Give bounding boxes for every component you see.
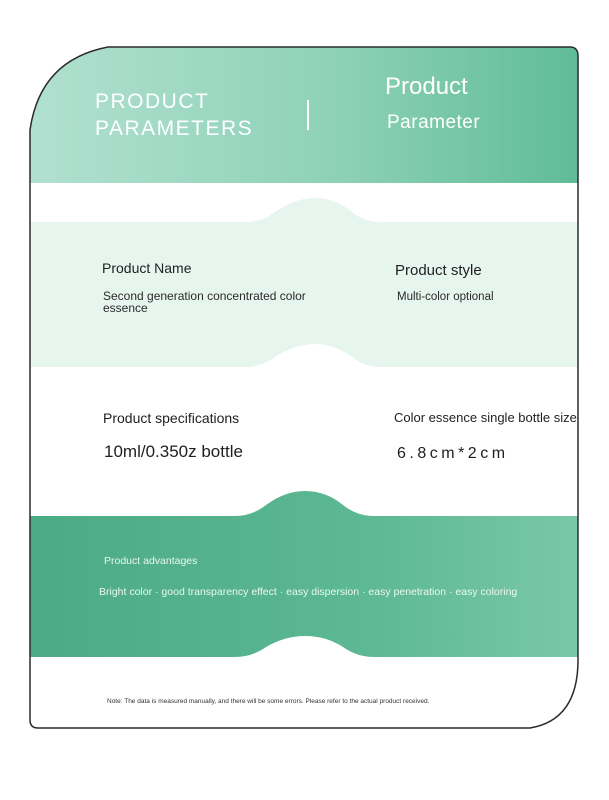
product-name-value: Second generation concentrated color essence (103, 289, 306, 315)
bottle-size-label: Color essence single bottle size (394, 410, 577, 425)
product-style-label: Product style (395, 262, 482, 279)
product-name-label: Product Name (102, 260, 192, 276)
bottle-size-value: 6.8cm*2cm (397, 445, 509, 462)
product-spec-label: Product specifications (103, 410, 240, 426)
header-right-line1: Product (385, 73, 468, 100)
header-title-line1: PRODUCT (95, 90, 210, 113)
header-title (95, 88, 253, 142)
header-title-line2: PARAMETERS (95, 117, 254, 140)
product-style-value: Multi-color optional (397, 291, 494, 303)
product-spec-value: 10ml/0.350z bottle (104, 442, 243, 461)
params-band-1 (0, 198, 609, 367)
header-divider (307, 100, 309, 130)
header-band (0, 40, 609, 183)
disclaimer-note: Note: The data is measured manually, and there will be some errors. Please refer to the actual product received. (107, 698, 430, 705)
header-right-line2: Parameter (387, 112, 481, 133)
advantages-title: Product advantages (104, 555, 198, 567)
advantages-list: Bright color · good transparency effect · easy dispersion · easy penetration · easy coloring (99, 586, 518, 598)
